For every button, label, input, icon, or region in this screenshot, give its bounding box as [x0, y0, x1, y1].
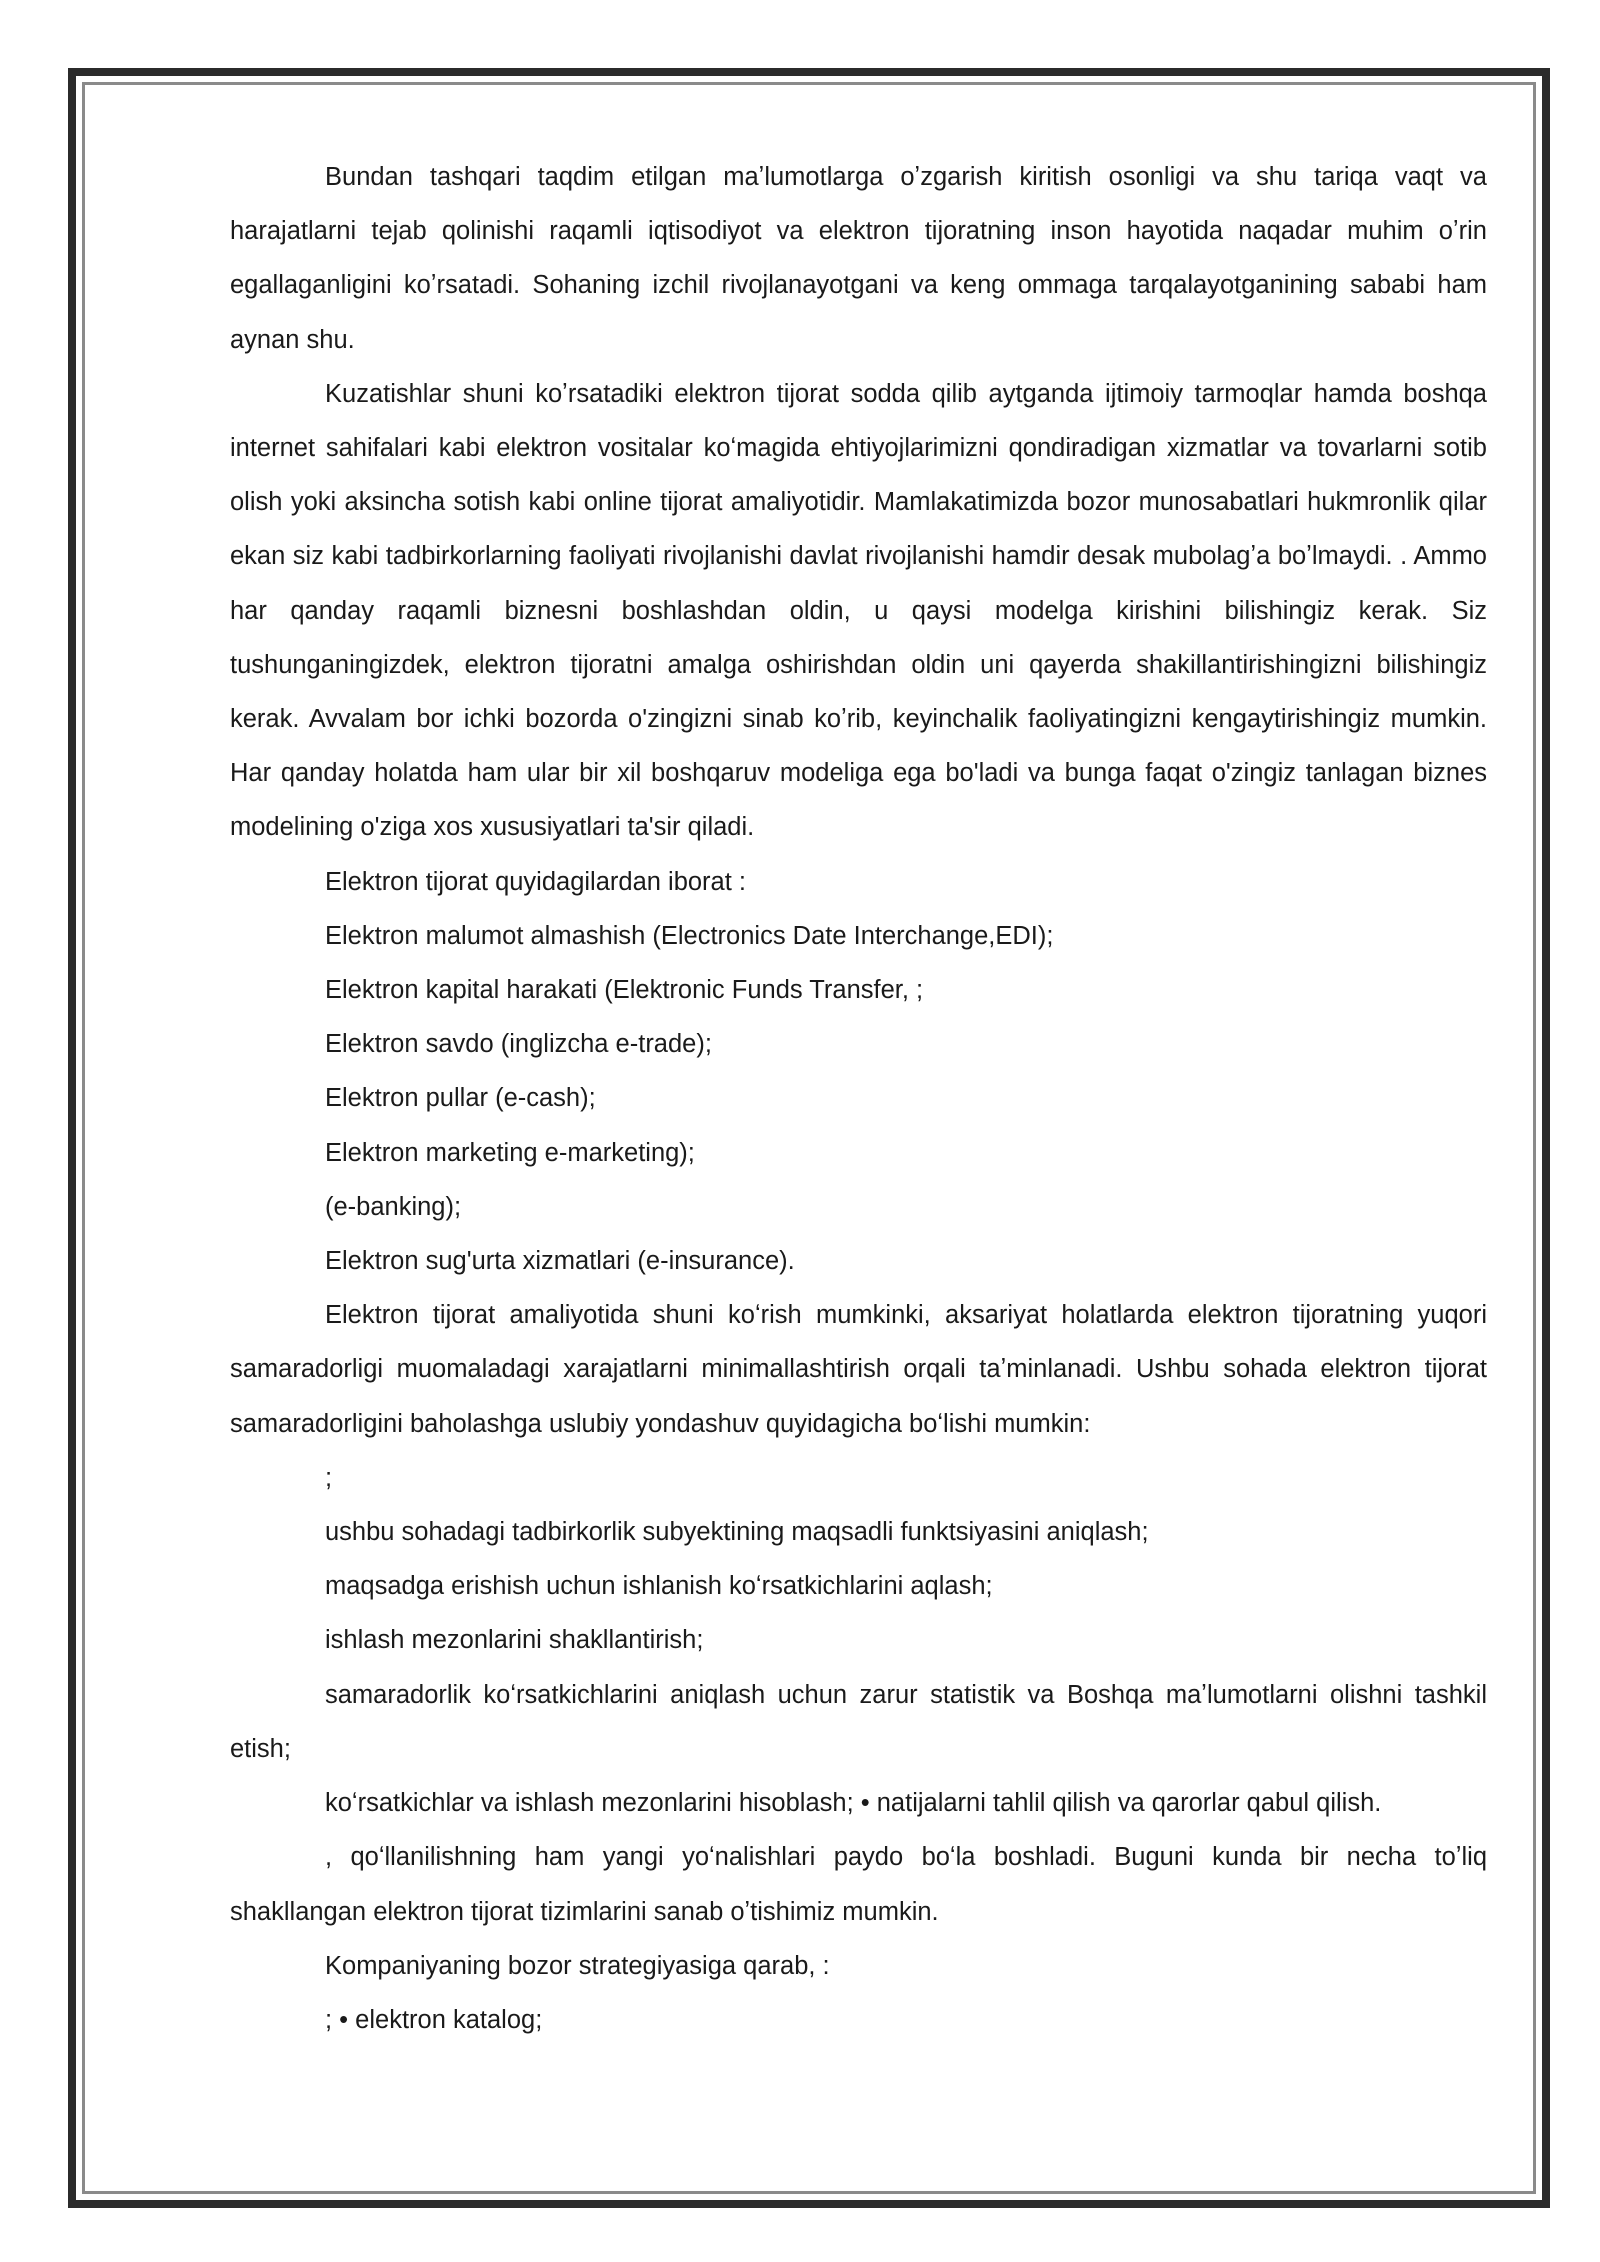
- list-heading: Elektron tijorat quyidagilardan iborat :: [325, 867, 746, 896]
- list-item: Elektron pullar (e-cash);: [325, 1084, 596, 1113]
- list-item: maqsadga erishish uchun ishlanish koʻrsatkichlarini aqlash;: [325, 1572, 993, 1601]
- list-item: Elektron malumot almashish (Electronics Date Interchange,EDI);: [325, 921, 1054, 950]
- paragraph-efficiency: Elektron tijorat amaliyotida shuni koʻrish mumkinki, aksariyat holatlarda elektron tijoratning yuqori samaradorligi muomaladagi xarajatlarni minimallashtirish orqali taʼminlanadi. Ushbu sohada elektron tijorat samaradorligini baholashga uslubiy yondashuv quyidagicha boʻlishi mumkin:: [230, 1301, 1487, 1438]
- list-item: samaradorlik koʻrsatkichlarini aniqlash uchun zarur statistik va Boshqa maʼlumotlarni olishni tashkil etish;: [230, 1680, 1487, 1763]
- list-item: koʻrsatkichlar va ishlash mezonlarini hisoblash; • natijalarni tahlil qilish va qarorlar qabul qilish.: [325, 1789, 1382, 1818]
- list-item: ishlash mezonlarini shakllantirish;: [325, 1626, 704, 1655]
- list-item: (e-banking);: [325, 1192, 462, 1221]
- list-item: Elektron sug'urta xizmatlari (e-insurance).: [325, 1247, 795, 1276]
- paragraph-observations: Kuzatishlar shuni koʼrsatadiki elektron tijorat sodda qilib aytganda ijtimoiy tarmoqlar hamda boshqa internet sahifalari kabi elektron vositalar koʻmagida ehtiyojlarimizni qondiradigan xizmatlar va tovarlarni sotib olish yoki aksincha sotish kabi online tijorat amaliyotidir. Mamlakatimizda bozor munosabatlari hukmronlik qilar ekan siz kabi tadbirkorlarning faoliyati rivojlanishi davlat rivojlanishi hamdir desak mubolagʼa boʼlmaydi. . Ammo har qanday raqamli biznesni boshlashdan oldin, u qaysi modelga kirishini bilishingiz kerak. Siz tushunganingizdek, elektron tijoratni amalga oshirishdan oldin uni qayerda shakillantirishingizni bilishingiz kerak. Avvalam bor ichki bozorda o'zingizni sinab koʼrib, keyinchalik faoliyatingizni kengaytirishingiz mumkin. Har qanday holatda ham ular bir xil boshqaruv modeliga ega bo'ladi va bunga faqat o'zingiz tanlagan biznes modelining o'ziga xos xususiyatlari ta'sir qiladi.: [230, 379, 1487, 842]
- paragraph-intro: Bundan tashqari taqdim etilgan maʼlumotlarga oʼzgarish kiritish osonligi va shu tariqa vaqt va harajatlarni tejab qolinishi raqamli iqtisodiyot va elektron tijoratning inson hayotida naqadar muhim oʼrin egallaganligini koʼrsatadi. Sohaning izchil rivojlanayotgani va keng ommaga tarqalayotganining sababi ham aynan shu.: [230, 163, 1487, 354]
- list-item: Elektron savdo (inglizcha e-trade);: [325, 1030, 712, 1059]
- list-item: ;: [325, 1463, 333, 1492]
- list-item: Elektron marketing e-marketing);: [325, 1138, 695, 1167]
- paragraph-strategy: Kompaniyaning bozor strategiyasiga qarab, :: [325, 1951, 830, 1980]
- document-body: [230, 150, 1487, 2047]
- list-item: ; • elektron katalog;: [325, 2005, 543, 2034]
- list-item: Elektron kapital harakati (Elektronic Funds Transfer, ;: [325, 976, 924, 1005]
- paragraph-new-directions: , qoʻllanilishning ham yangi yoʻnalishlari paydo boʻla boshladi. Buguni kunda bir necha toʼliq shakllangan elektron tijorat tizimlarini sanab oʼtishimiz mumkin.: [230, 1843, 1487, 1926]
- list-item: ushbu sohadagi tadbirkorlik subyektining maqsadli funktsiyasini aniqlash;: [325, 1518, 1149, 1547]
